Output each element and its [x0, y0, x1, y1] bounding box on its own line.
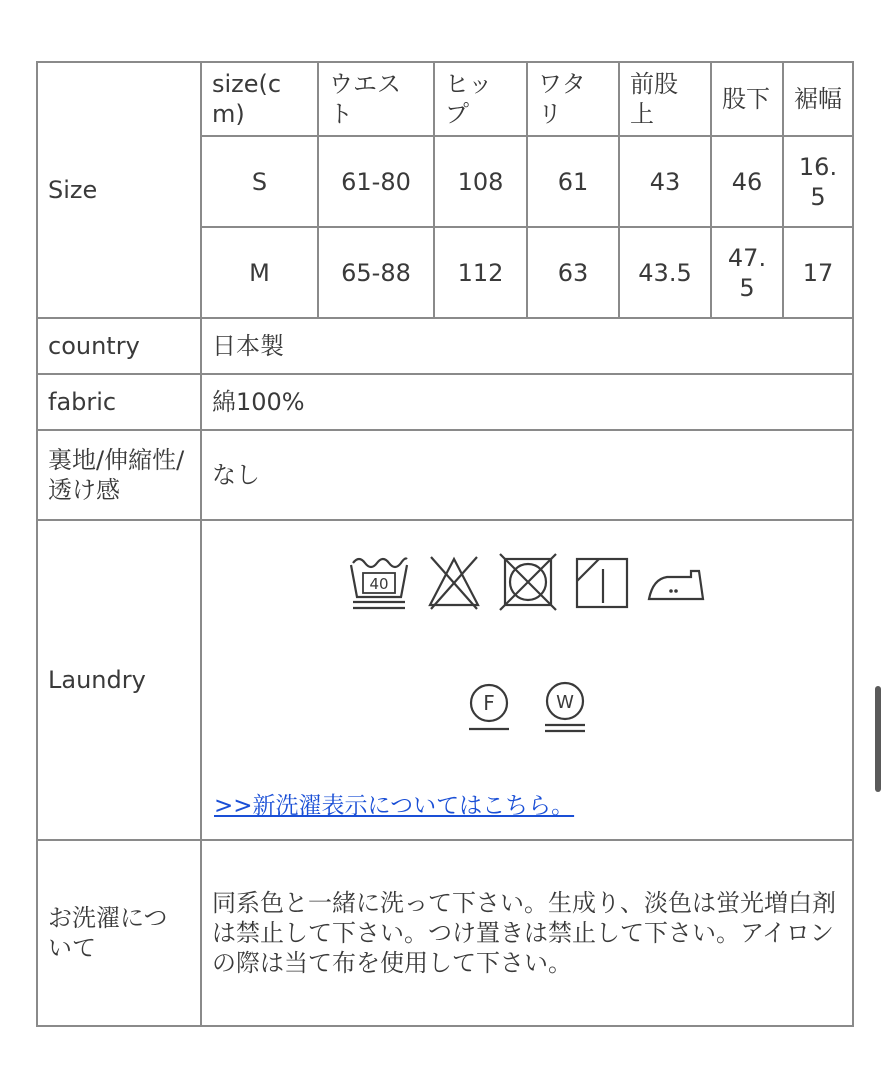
care-symbols-row [202, 551, 852, 613]
laundry-row [37, 520, 853, 840]
line-dry-shade-icon [573, 551, 631, 613]
header-size-cm: size(cm) [201, 62, 318, 136]
svg-text:40: 40 [369, 575, 389, 593]
size-m-waist: 65-88 [318, 227, 434, 318]
size-spec-table [36, 61, 854, 1027]
no-tumble-dry-icon [497, 551, 559, 613]
lining-value: なし [201, 430, 853, 520]
dry-clean-symbols-row [202, 679, 852, 735]
size-s-hem: 16.5 [783, 136, 853, 227]
wet-clean-w-icon [537, 679, 593, 735]
laundry-cell [201, 520, 853, 840]
lining-row [37, 430, 853, 520]
size-s-hip: 108 [434, 136, 527, 227]
new-laundry-label-link[interactable]: >>新洗濯表示についてはこちら。 [214, 793, 575, 819]
no-bleach-icon [425, 551, 483, 613]
fabric-label: fabric [37, 374, 201, 430]
washing-instructions: 同系色と一緒に洗って下さい。生成り、淡色は蛍光増白剤は禁止して下さい。つけ置きは禁止して下さい。アイロンの際は当て布を使用して下さい。 [201, 840, 853, 1026]
size-m-front-rise: 43.5 [619, 227, 711, 318]
country-row [37, 318, 853, 374]
scrollbar-thumb[interactable] [875, 686, 881, 792]
header-hip: ヒップ [434, 62, 527, 136]
size-s-inseam: 46 [711, 136, 783, 227]
size-m-thigh: 63 [527, 227, 619, 318]
laundry-label: Laundry [37, 520, 201, 840]
country-value: 日本製 [201, 318, 853, 374]
size-m-hip: 112 [434, 227, 527, 318]
header-hem-width: 裾幅 [783, 62, 853, 136]
header-thigh: ワタリ [527, 62, 619, 136]
fabric-row [37, 374, 853, 430]
header-waist: ウエスト [318, 62, 434, 136]
header-inseam: 股下 [711, 62, 783, 136]
country-label: country [37, 318, 201, 374]
lining-label: 裏地/伸縮性/透け感 [37, 430, 201, 520]
wash-tub-40-icon [347, 551, 411, 613]
size-m-inseam: 47.5 [711, 227, 783, 318]
iron-low-icon [645, 551, 707, 613]
size-s-label: S [201, 136, 318, 227]
size-m-label: M [201, 227, 318, 318]
product-spec-container [36, 61, 852, 1027]
size-s-thigh: 61 [527, 136, 619, 227]
size-label: Size [37, 62, 201, 318]
dry-clean-f-icon [461, 679, 517, 735]
size-s-waist: 61-80 [318, 136, 434, 227]
header-front-rise: 前股上 [619, 62, 711, 136]
size-header-row [37, 62, 853, 136]
washing-row [37, 840, 853, 1026]
size-m-hem: 17 [783, 227, 853, 318]
size-s-front-rise: 43 [619, 136, 711, 227]
washing-label: お洗濯について [37, 840, 201, 1026]
fabric-value: 綿100% [201, 374, 853, 430]
svg-text:F: F [483, 691, 495, 715]
svg-text:W: W [556, 692, 574, 713]
